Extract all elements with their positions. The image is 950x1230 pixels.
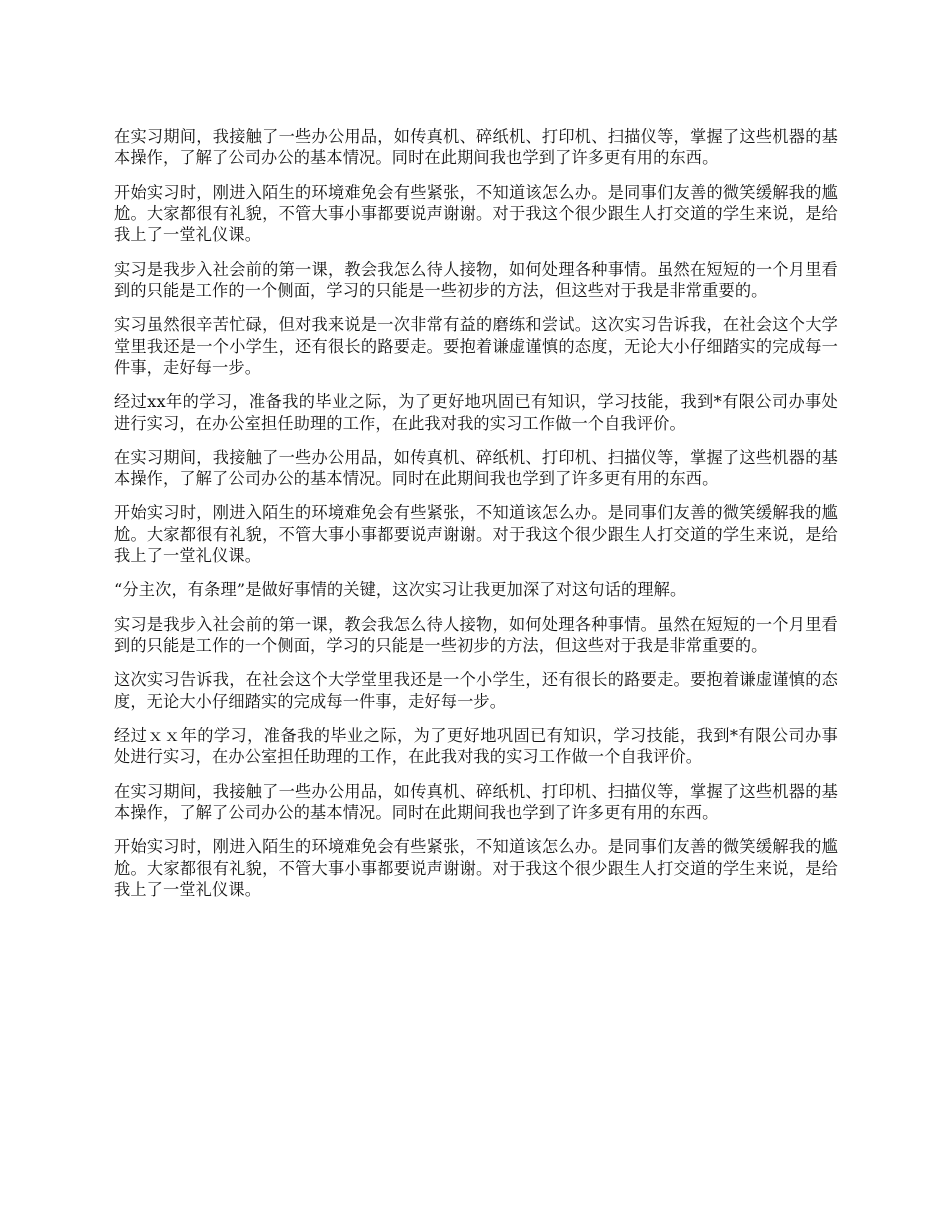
paragraph: 实习是我步入社会前的第一课，教会我怎么待人接物，如何处理各种事情。虽然在短短的一个月里看到的只能是工作的一个侧面，学习的只能是一些初步的方法，但这些对于我是非常重要的。 — [114, 259, 838, 301]
paragraph: 经过xx年的学习，准备我的毕业之际，为了更好地巩固已有知识，学习技能，我到*有限公司办事处进行实习，在办公室担任助理的工作，在此我对我的实习工作做一个自我评价。 — [114, 392, 838, 433]
paragraph: 在实习期间，我接触了一些办公用品，如传真机、碎纸机、打印机、扫描仪等，掌握了这些机器的基本操作，了解了公司办公的基本情况。同时在此期间我也学到了许多更有用的东西。 — [114, 781, 838, 822]
paragraph: 开始实习时，刚进入陌生的环境难免会有些紧张，不知道该怎么办。是同事们友善的微笑缓解我的尴尬。大家都很有礼貌，不管大事小事都要说声谢谢。对于我这个很少跟生人打交道的学生来说，是给我上了一堂礼仪课。 — [114, 503, 838, 566]
paragraph: 实习虽然很辛苦忙碌，但对我来说是一次非常有益的磨练和尝试。这次实习告诉我，在社会这个大学堂里我还是一个小学生，还有很长的路要走。要抱着谦虚谨慎的态度，无论大小仔细踏实的完成每一件事，走好每一步。 — [114, 315, 838, 378]
paragraph: 实习是我步入社会前的第一课，教会我怎么待人接物，如何处理各种事情。虽然在短短的一个月里看到的只能是工作的一个侧面，学习的只能是一些初步的方法，但这些对于我是非常重要的。 — [114, 614, 838, 656]
document-body — [114, 126, 838, 913]
paragraph: 经过ｘｘ年的学习，准备我的毕业之际，为了更好地巩固已有知识，学习技能，我到*有限公司办事处进行实习，在办公室担任助理的工作，在此我对我的实习工作做一个自我评价。 — [114, 725, 838, 767]
paragraph: 这次实习告诉我，在社会这个大学堂里我还是一个小学生，还有很长的路要走。要抱着谦虚谨慎的态度，无论大小仔细踏实的完成每一件事，走好每一步。 — [114, 670, 838, 711]
paragraph: 开始实习时，刚进入陌生的环境难免会有些紧张，不知道该怎么办。是同事们友善的微笑缓解我的尴尬。大家都很有礼貌，不管大事小事都要说声谢谢。对于我这个很少跟生人打交道的学生来说，是给我上了一堂礼仪课。 — [114, 182, 838, 245]
paragraph: 在实习期间，我接触了一些办公用品，如传真机、碎纸机、打印机、扫描仪等，掌握了这些机器的基本操作，了解了公司办公的基本情况。同时在此期间我也学到了许多更有用的东西。 — [114, 127, 838, 168]
paragraph: “分主次，有条理”是做好事情的关键，这次实习让我更加深了对这句话的理解。 — [114, 580, 687, 600]
paragraph: 在实习期间，我接触了一些办公用品，如传真机、碎纸机、打印机、扫描仪等，掌握了这些机器的基本操作，了解了公司办公的基本情况。同时在此期间我也学到了许多更有用的东西。 — [114, 447, 838, 489]
paragraph: 开始实习时，刚进入陌生的环境难免会有些紧张，不知道该怎么办。是同事们友善的微笑缓解我的尴尬。大家都很有礼貌，不管大事小事都要说声谢谢。对于我这个很少跟生人打交道的学生来说，是给我上了一堂礼仪课。 — [114, 837, 838, 899]
